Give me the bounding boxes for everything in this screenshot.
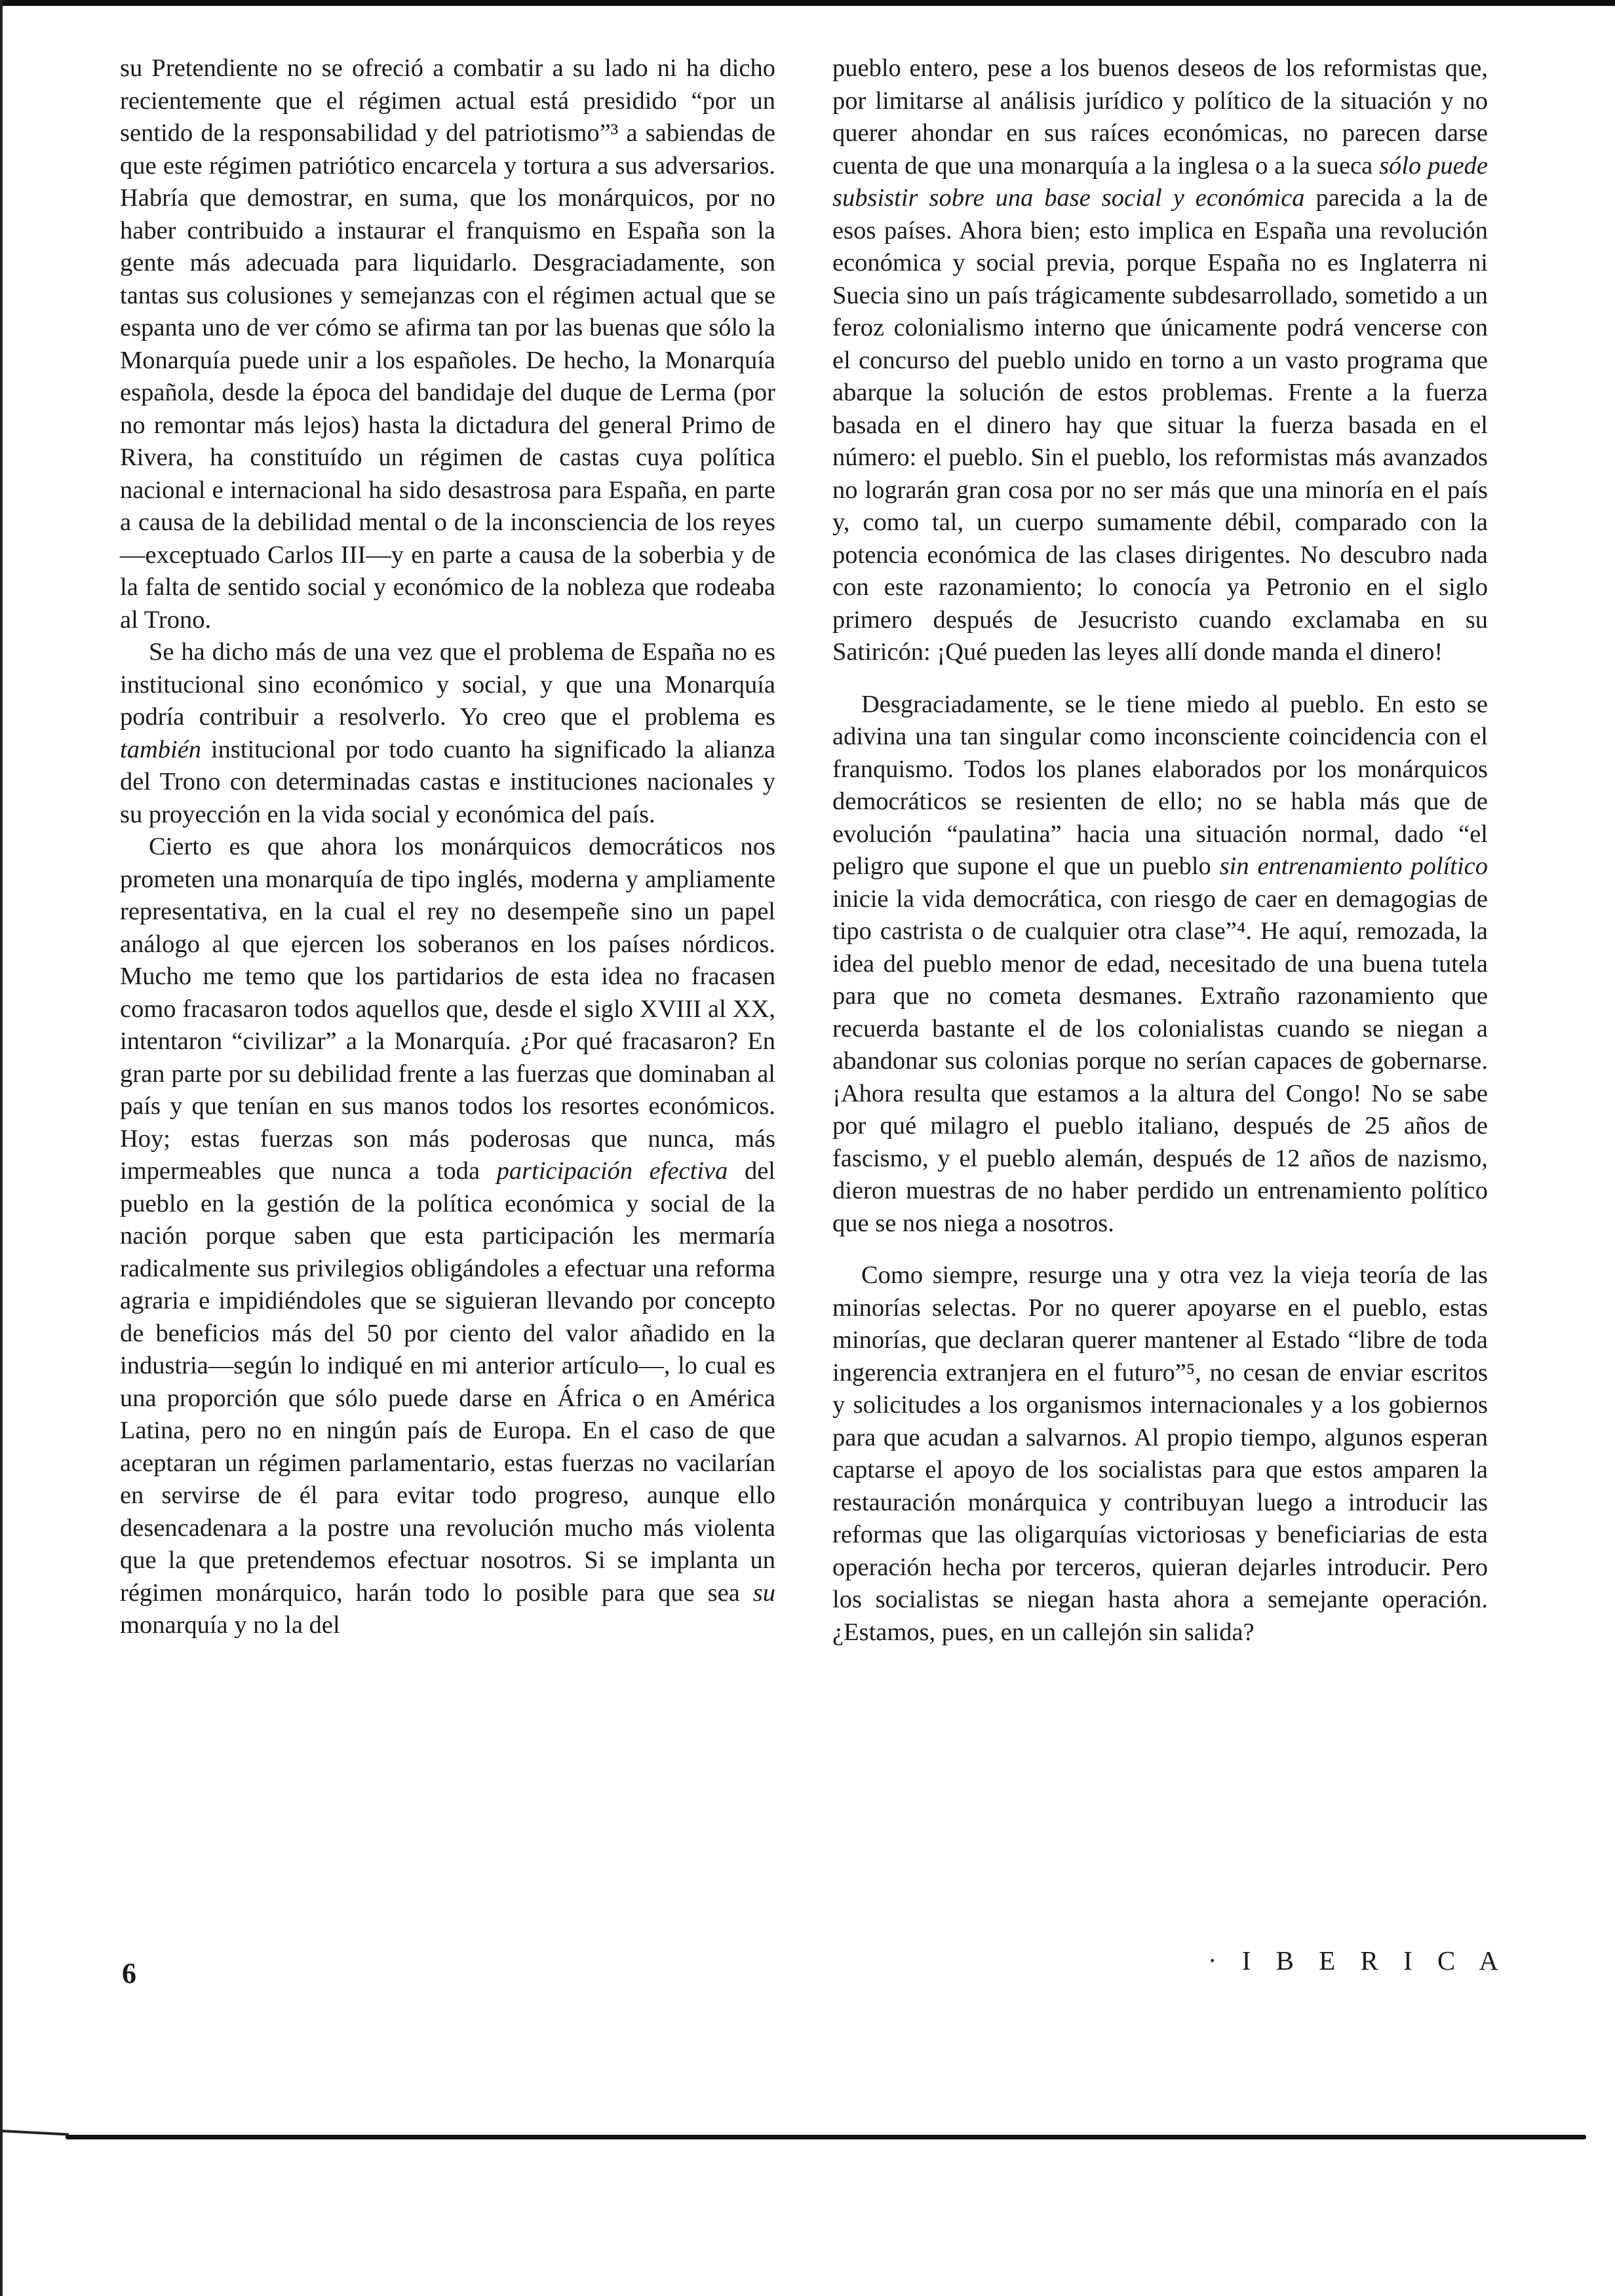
left-paragraph-2-text-a: Se ha dicho más de una vez que el problema de España no es institucional sino económico y social, y que una Monarquía podría contribuir a resolverlo. Yo creo que el problema es bbox=[120, 638, 775, 731]
right-paragraph-2 bbox=[832, 689, 1488, 1240]
right-paragraph-1-text-a: pueblo entero, pese a los buenos deseos de los reformistas que, por limitarse al análisis jurídico y político de la situación y no querer ahondar en sus raíces económicas, no parecen darse cuenta de que una monarquía a la inglesa o a la sueca bbox=[832, 54, 1488, 180]
right-paragraph-3 bbox=[832, 1259, 1488, 1649]
left-paragraph-3-text-b: del pueblo en la gestión de la política económica y social de la nación porque saben que esta participación les mermaría radicalmente sus privilegios obligándoles a efectuar una reforma agraria e impidiéndoles que se siguieran llevando por concepto de beneficios más del 50 por ciento del valor añadido en la industria—según lo indiqué en mi anterior artículo—, lo cual es una proporción que sólo puede darse en África o en América Latina, pero no en ningún país de Europa. En el caso de que aceptaran un régimen parlamentario, estas fuerzas no vacilarían en servirse de él para evitar todo progreso, aunque ello desencadenara a la postre una revolución mucho más violenta que la que pretendemos efectuar nosotros. Si se implanta un régimen monárquico, harán todo lo posible para que sea bbox=[120, 1157, 775, 1607]
left-paragraph-3-emphasis: participación efectiva bbox=[496, 1157, 728, 1185]
right-column bbox=[832, 52, 1488, 1649]
left-paragraph-1 bbox=[120, 52, 775, 636]
right-paragraph-1-text-b: parecida a la de esos países. Ahora bien; esto implica en España una revolución económica y social previa, porque España no es Inglaterra ni Suecia sino un país trágicamente subdesarrollado, sometido a un feroz colonialismo interno que únicamente podrá vencerse con el concurso del pueblo unido en torno a un vasto programa que abarque la solución de estos problemas. Frente a la fuerza basada en el dinero hay que situar la fuerza basada en el número: el pueblo. Sin el pueblo, los reformistas más avanzados no lograrán gran cosa por no ser más que una minoría en el país y, como tal, un cuerpo sumamente débil, comparado con la potencia económica de las clases dirigentes. No descubro nada con este razonamiento; lo conocía ya Petronio en el siglo primero después de Jesucristo cuando exclamaba en su Satiricón: ¡Qué pueden las leyes allí donde manda el dinero! bbox=[832, 184, 1488, 666]
running-head: · I B E R I C A bbox=[1207, 1945, 1508, 1976]
left-paragraph-1-text: su Pretendiente no se ofreció a combatir a su lado ni ha dicho recientemente que el régimen actual está presidido “por un sentido de la responsabilidad y del patriotismo”³ a sabiendas de que este régimen patriótico encarcela y tortura a sus adversarios. Habría que demostrar, en suma, que los monárquicos, por no haber contribuido a instaurar el franquismo en España son la gente más adecuada para liquidarlo. Desgraciadamente, son tantas sus colusiones y semejanzas con el régimen actual que se espanta uno de ver cómo se afirma tan por las buenas que sólo la Monarquía puede unir a los españoles. De hecho, la Monarquía española, desde la época del bandidaje del duque de Lerma (por no remontar más lejos) hasta la dictadura del general Primo de Rivera, ha constituído un régimen de castas cuya política nacional e internacional ha sido desastrosa para España, en parte a causa de la debilidad mental o de la inconsciencia de los reyes—exceptuado Carlos III—y en parte a causa de la soberbia y de la falta de sentido social y económico de la nobleza que rodeaba al Trono. bbox=[120, 54, 775, 634]
left-paragraph-3-text-a: Cierto es que ahora los monárquicos democráticos nos prometen una monarquía de tipo inglés, moderna y ampliamente representativa, en la cual el rey no desempeñe sino un papel análogo al que ejercen los soberanos en los países nórdicos. Mucho me temo que los partidarios de esta idea no fracasen como fracasaron todos aquellos que, desde el siglo XVIII al XX, intentaron “civilizar” a la Monarquía. ¿Por qué fracasaron? En gran parte por su debilidad frente a las fuerzas que dominaban al país y que tenían en sus manos todos los resortes económicos. Hoy; estas fuerzas son más poderosas que nunca, más impermeables que nunca a toda bbox=[120, 833, 775, 1185]
right-paragraph-2-text-b: inicie la vida democrática, con riesgo de caer en demagogias de tipo castrista o de cualquier otra clase”⁴. He aquí, remozada, la idea del pueblo menor de edad, necesitado de una buena tutela para que no cometa desmanes. Extraño razonamiento que recuerda bastante el de los colonialistas cuando se niegan a abandonar sus colonias porque no serían capaces de gobernarse. ¡Ahora resulta que estamos a la altura del Congo! No se sabe por qué milagro el pueblo italiano, después de 25 años de fascismo, y el pueblo alemán, después de 12 años de nazismo, dieron muestras de no haber perdido un entrenamiento político que se nos niega a nosotros. bbox=[832, 885, 1488, 1237]
left-paragraph-2-text-b: institucional por todo cuanto ha significado la alianza del Trono con determinadas castas e instituciones nacionales y su proyección en la vida social y económica del país. bbox=[120, 735, 775, 828]
scan-border-tick bbox=[0, 2130, 69, 2135]
right-paragraph-2-emphasis: sin entrenamiento político bbox=[1219, 852, 1489, 880]
left-column bbox=[120, 52, 775, 1642]
scan-border-left bbox=[0, 0, 3, 2296]
left-paragraph-2-emphasis: también bbox=[120, 735, 202, 763]
scan-border-bottom bbox=[66, 2135, 1586, 2139]
left-paragraph-3-text-c: monarquía y no la del bbox=[120, 1611, 340, 1639]
left-paragraph-3 bbox=[120, 831, 775, 1642]
page-number: 6 bbox=[122, 1957, 136, 1989]
left-paragraph-2 bbox=[120, 636, 775, 831]
right-paragraph-1 bbox=[832, 52, 1488, 669]
left-paragraph-3-emphasis-2: su bbox=[752, 1578, 775, 1607]
right-paragraph-1-emphasis: sólo puede subsistir sobre una base social y económica bbox=[832, 151, 1488, 212]
scan-border-top bbox=[0, 0, 1615, 6]
right-paragraph-3-text: Como siempre, resurge una y otra vez la vieja teoría de las minorías selectas. Por no querer apoyarse en el pueblo, estas minorías, que declaran querer mantener al Estado “libre de toda ingerencia extranjera en el futuro”⁵, no cesan de enviar escritos y solicitudes a los organismos internacionales y a los gobiernos para que acudan a salvarnos. Al propio tiempo, algunos esperan captarse el apoyo de los socialistas para que estos amparen la restauración monárquica y contribuyan luego a introducir las reformas que las oligarquías victoriosas y beneficiarias de esta operación hecha por terceros, quieran dejarles introducir. Pero los socialistas se niegan hasta ahora a semejante operación. ¿Estamos, pues, en un callejón sin salida? bbox=[832, 1261, 1488, 1646]
right-paragraph-2-text-a: Desgraciadamente, se le tiene miedo al pueblo. En esto se adivina una tan singular como inconsciente coincidencia con el franquismo. Todos los planes elaborados por los monárquicos democráticos se resienten de ello; no se habla más que de evolución “paulatina” hacia una situación normal, dado “el peligro que supone el que un pueblo bbox=[832, 690, 1488, 880]
